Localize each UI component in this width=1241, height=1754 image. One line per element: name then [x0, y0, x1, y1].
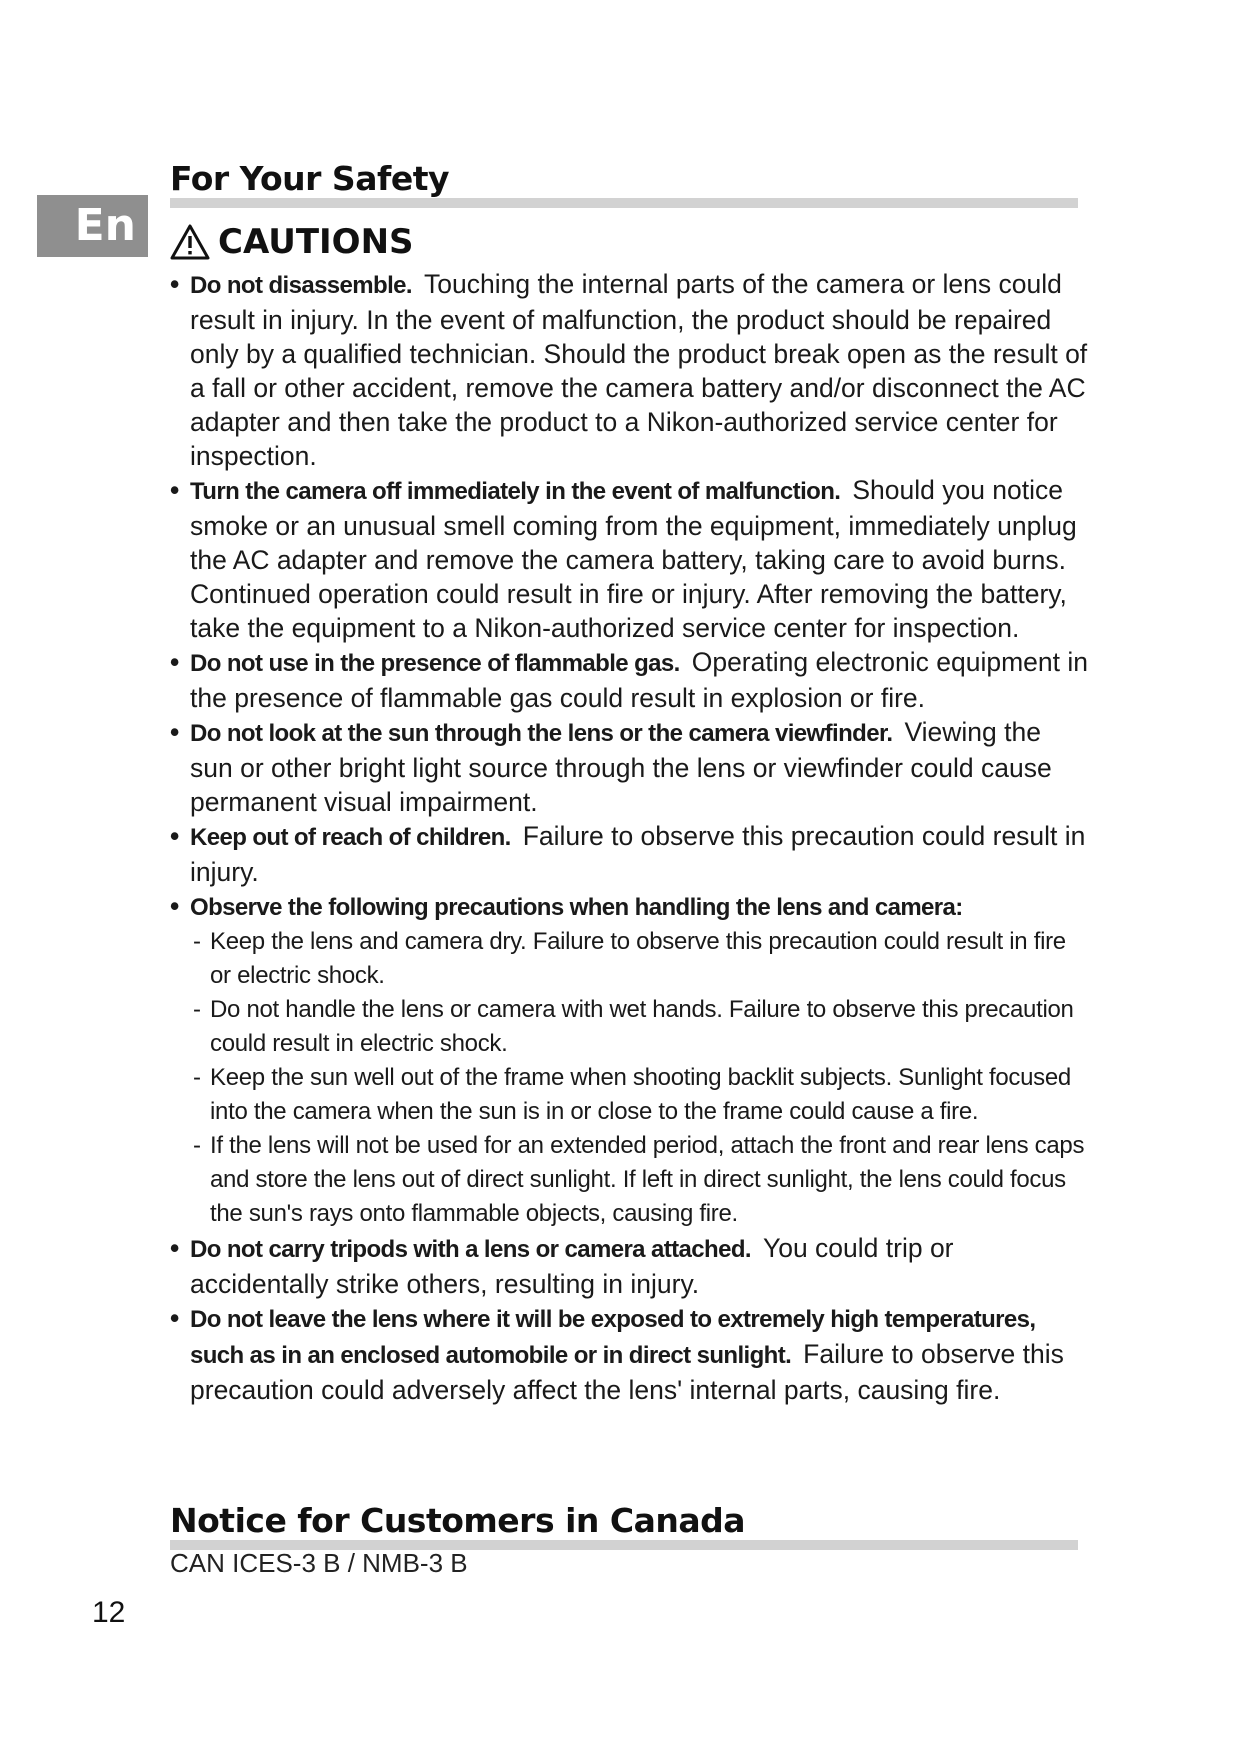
- caution-heading: Keep out of reach of children.: [190, 824, 511, 851]
- safety-section-header: [170, 160, 1078, 208]
- cautions-header: [170, 220, 414, 264]
- bullet: •: [170, 647, 180, 677]
- bullet: •: [170, 891, 180, 921]
- caution-text: Failure to observe this precaution could result in injury.: [190, 821, 1086, 887]
- sub-item: [190, 1129, 1090, 1231]
- caution-item: [170, 889, 1090, 1231]
- dash: -: [193, 1132, 201, 1159]
- cautions-list: [170, 267, 1090, 1407]
- caution-text: Failure to observe this precaution could adversely affect the lens' internal parts, causing fire.: [190, 1339, 1064, 1405]
- safety-title-rule: [170, 198, 1078, 208]
- page-number: 12: [92, 1596, 126, 1629]
- caution-item: [170, 267, 1090, 473]
- cautions-title: CAUTIONS: [218, 222, 414, 262]
- caution-text: Should you notice smoke or an unusual smell coming from the equipment, immediately unplug the AC adapter and remove the camera battery, taking care to avoid burns. Continued operation could result in fire or injury. After removing the battery, take the equipment to a Nikon-authorized service center for inspection.: [190, 475, 1077, 643]
- bullet: •: [170, 821, 180, 851]
- bullet: •: [170, 269, 180, 299]
- caution-heading: Do not use in the presence of flammable gas.: [190, 650, 680, 677]
- sub-item: [190, 925, 1090, 993]
- caution-item: [170, 645, 1090, 715]
- sub-item: [190, 993, 1090, 1061]
- canada-section-header: [170, 1502, 1078, 1550]
- canada-title: Notice for Customers in Canada: [170, 1501, 746, 1540]
- caution-heading: Do not disassemble.: [190, 272, 412, 299]
- caution-item: [170, 473, 1090, 645]
- sub-item-text: Keep the sun well out of the frame when shooting backlit subjects. Sunlight focused into the camera when the sun is in or close to the frame could cause a fire.: [210, 1064, 1071, 1125]
- bullet: •: [170, 717, 180, 747]
- canada-compliance-text: CAN ICES-3 B / NMB-3 B: [170, 1548, 468, 1578]
- caution-item: [170, 1301, 1090, 1407]
- bullet: •: [170, 1303, 180, 1333]
- caution-heading: Observe the following precautions when handling the lens and camera:: [190, 894, 963, 921]
- safety-title: For Your Safety: [170, 159, 449, 198]
- caution-text: You could trip or accidentally strike others, resulting in injury.: [190, 1233, 954, 1299]
- caution-heading: Do not leave the lens where it will be exposed to extremely high temperatures, such as in an enclosed automobile or in direct sunlight.: [190, 1306, 1036, 1369]
- bullet: •: [170, 1233, 180, 1263]
- bullet: •: [170, 475, 180, 505]
- caution-text: Touching the internal parts of the camera or lens could result in injury. In the event of malfunction, the product should be repaired only by a qualified technician. Should the product break open as the result of a fall or other accident, remove the camera battery and/or disconnect the AC adapter and then take the product to a Nikon-authorized service center for inspection.: [190, 269, 1088, 471]
- sub-item-text: If the lens will not be used for an extended period, attach the front and rear lens caps and store the lens out of direct sunlight. If left in direct sunlight, the lens could focus the sun's rays onto flammable objects, causing fire.: [210, 1132, 1085, 1227]
- caution-heading: Do not carry tripods with a lens or camera attached.: [190, 1236, 751, 1263]
- dash: -: [193, 996, 201, 1023]
- handling-precautions-list: [190, 925, 1090, 1231]
- sub-item-text: Keep the lens and camera dry. Failure to observe this precaution could result in fire or electric shock.: [210, 928, 1066, 989]
- warning-icon: [170, 224, 210, 260]
- caution-text: Operating electronic equipment in the presence of flammable gas could result in explosion or fire.: [190, 647, 1088, 713]
- caution-item: [170, 1231, 1090, 1301]
- sub-item: [190, 1061, 1090, 1129]
- caution-item: [170, 819, 1090, 889]
- caution-heading: Do not look at the sun through the lens or the camera viewfinder.: [190, 720, 893, 747]
- language-tab: En: [37, 195, 148, 257]
- sub-item-text: Do not handle the lens or camera with wet hands. Failure to observe this precaution could result in electric shock.: [210, 996, 1074, 1057]
- caution-heading: Turn the camera off immediately in the event of malfunction.: [190, 478, 841, 505]
- caution-text: Viewing the sun or other bright light source through the lens or viewfinder could cause permanent visual impairment.: [190, 717, 1052, 817]
- dash: -: [193, 1064, 201, 1091]
- caution-item: [170, 715, 1090, 819]
- dash: -: [193, 928, 201, 955]
